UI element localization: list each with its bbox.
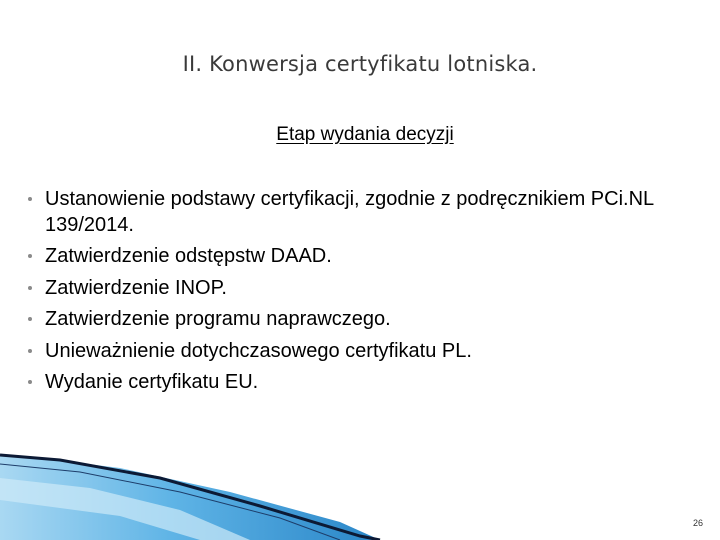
bullet-dot-icon: [28, 317, 32, 321]
bullet-dot-icon: [28, 349, 32, 353]
bullet-item: [28, 187, 708, 238]
bullet-text: Zatwierdzenie odstępstw DAAD.: [45, 245, 332, 267]
bullet-text: Zatwierdzenie programu naprawczego.: [45, 308, 391, 330]
bullet-text: Ustanowienie podstawy certyfikacji, zgodnie z podręcznikiem PCi.NL 139/2014.: [45, 188, 654, 236]
bullet-item: [28, 339, 708, 365]
bullet-list: [28, 187, 708, 402]
corner-decoration: [0, 450, 720, 540]
bullet-text: Unieważnienie dotychczasowego certyfikatu PL.: [45, 339, 472, 362]
bullet-dot-icon: [28, 286, 32, 290]
bullet-dot-icon: [28, 197, 32, 201]
bullet-dot-icon: [28, 380, 32, 384]
bullet-text: Wydanie certyfikatu EU.: [45, 371, 259, 393]
bullet-text: Zatwierdzenie INOP.: [45, 276, 227, 299]
bullet-item: [28, 307, 708, 333]
bullet-dot-icon: [28, 254, 32, 258]
bullet-item: [28, 276, 708, 302]
bullet-item: [28, 370, 708, 396]
slide-subtitle: Etap wydania decyzji: [276, 124, 454, 145]
bullet-item: [28, 244, 708, 270]
slide-title: II. Konwersja certyfikatu lotniska.: [182, 52, 538, 76]
page-number: 26: [692, 518, 703, 528]
